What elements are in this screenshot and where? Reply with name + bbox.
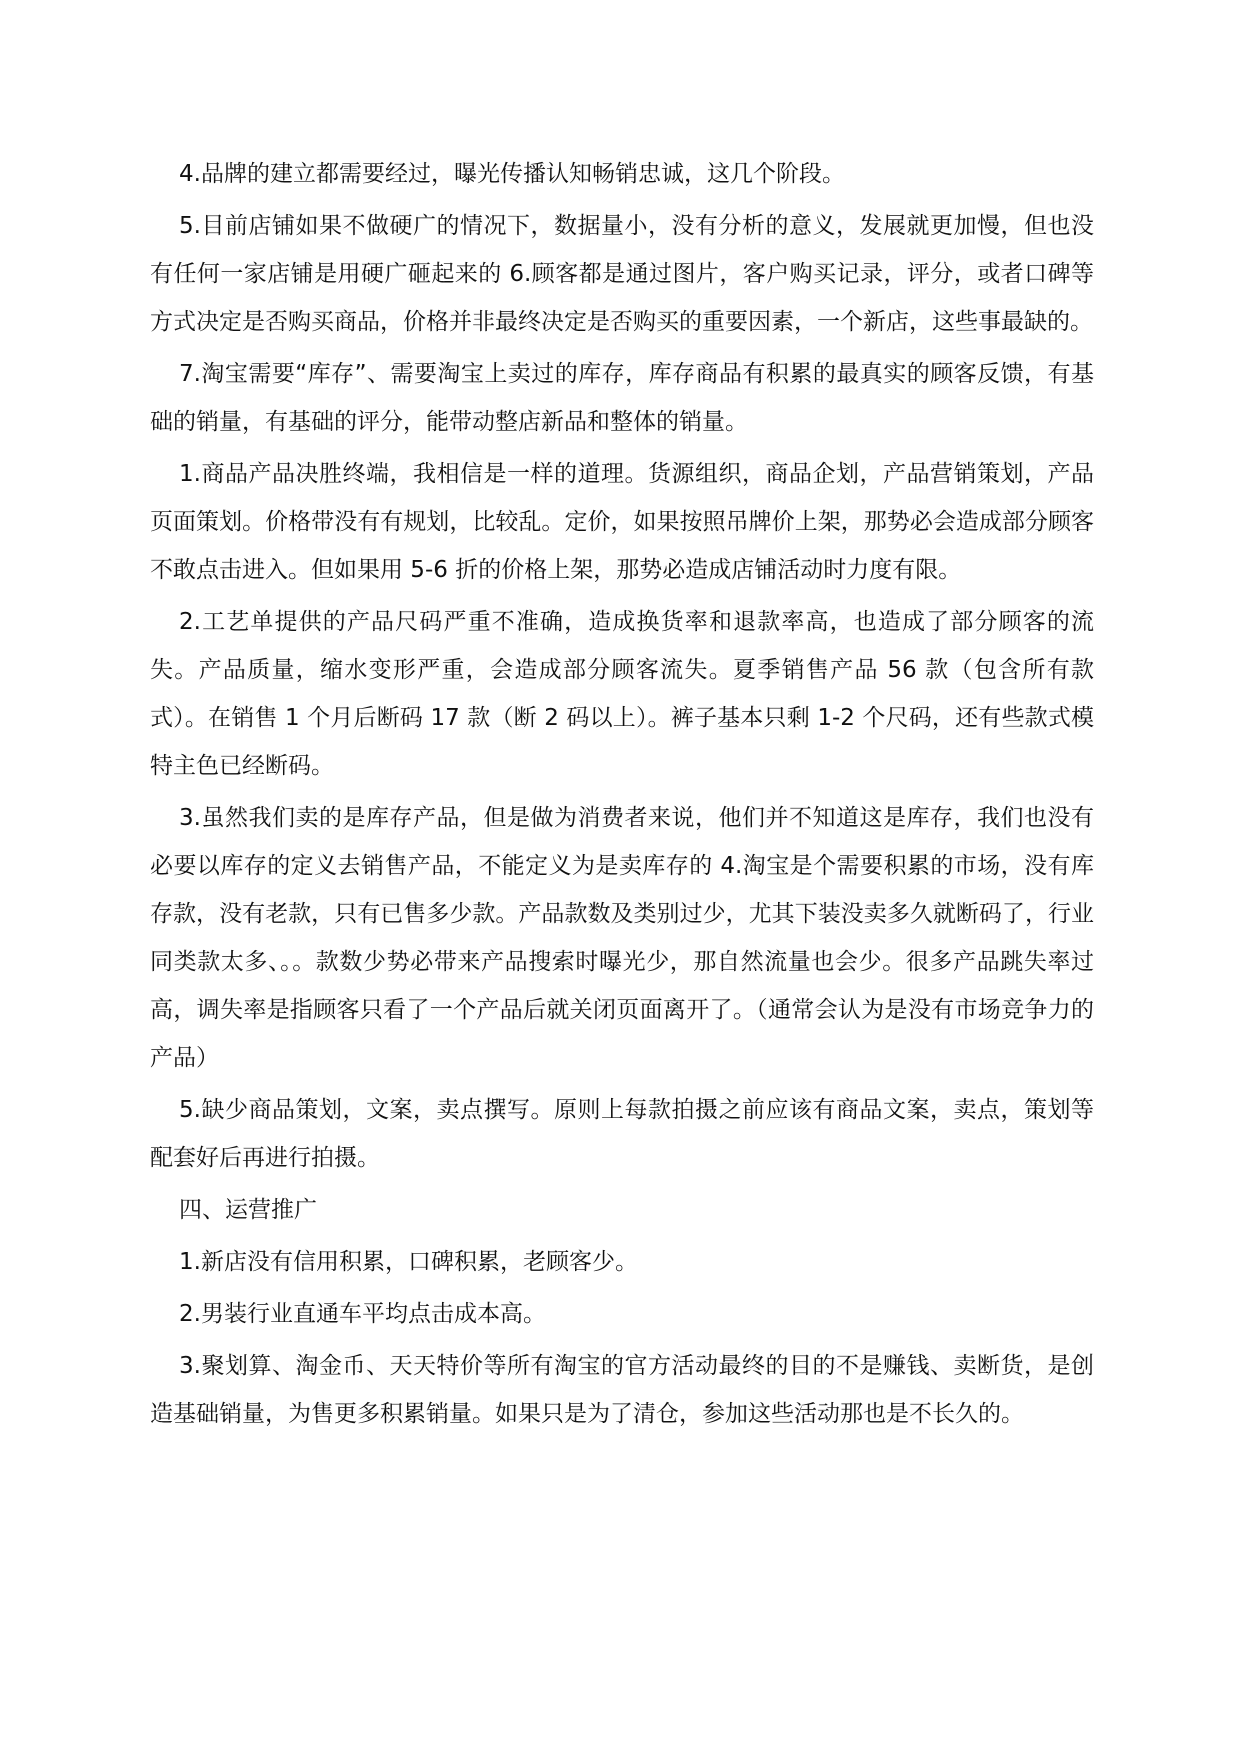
- paragraph-brand-stages: 4.品牌的建立都需要经过，曝光传播认知畅销忠诚，这几个阶段。: [179, 161, 845, 187]
- paragraph-official-events: 3.聚划算、淘金币、天天特价等所有淘宝的官方活动最终的目的不是赚钱、卖断货，是创造基础销量，为售更多积累销量。如果只是为了清仓，参加这些活动那也是不长久的。: [150, 1353, 1094, 1427]
- document-body: [150, 150, 1094, 1442]
- paragraph-copywriting: 5.缺少商品策划，文案，卖点撰写。原则上每款拍摄之前应该有商品文案，卖点，策划等配套好后再进行拍摄。: [150, 1097, 1094, 1171]
- paragraph-cpc-cost: 2.男装行业直通车平均点击成本高。: [179, 1301, 546, 1327]
- paragraph-inventory-needs: 7.淘宝需要“库存”、需要淘宝上卖过的库存，库存商品有积累的最真实的顾客反馈，有基础的销量，有基础的评分，能带动整店新品和整体的销量。: [150, 361, 1094, 435]
- paragraph-inventory-market: 3.虽然我们卖的是库存产品，但是做为消费者来说，他们并不知道这是库存，我们也没有必要以库存的定义去销售产品，不能定义为是卖库存的 4.淘宝是个需要积累的市场，没有库存款，没有老款，只有已售多少款。产品款数及类别过少，尤其下装没卖多久就断码了，行业同类款太多、。。款数少势必带来产品搜索时曝光少，那自然流量也会少。很多产品跳失率过高，调失率是指顾客只看了一个产品后就关闭页面离开了。（通常会认为是没有市场竞争力的产品）: [150, 805, 1094, 1071]
- paragraph-new-store: 1.新店没有信用积累，口碑积累，老顾客少。: [179, 1249, 638, 1275]
- paragraph-size-quality: 2.工艺单提供的产品尺码严重不准确，造成换货率和退款率高，也造成了部分顾客的流失。产品质量，缩水变形严重，会造成部分顾客流失。夏季销售产品 56 款（包含所有款式）。在销售 1 个月后断码 17 款（断 2 码以上）。裤子基本只剩 1-2 个尺码，还有些款式模特主色已经断码。: [150, 609, 1094, 779]
- section-heading-operations: 四、运营推广: [179, 1197, 317, 1223]
- paragraph-hard-ads: 5.目前店铺如果不做硬广的情况下，数据量小，没有分析的意义，发展就更加慢，但也没有任何一家店铺是用硬广砸起来的 6.顾客都是通过图片，客户购买记录，评分，或者口碑等方式决定是否购买商品，价格并非最终决定是否购买的重要因素，一个新店，这些事最缺的。: [150, 213, 1094, 335]
- paragraph-product-planning: 1.商品产品决胜终端，我相信是一样的道理。货源组织，商品企划，产品营销策划，产品页面策划。价格带没有有规划，比较乱。定价，如果按照吊牌价上架，那势必会造成部分顾客不敢点击进入。但如果用 5-6 折的价格上架，那势必造成店铺活动时力度有限。: [150, 461, 1094, 583]
